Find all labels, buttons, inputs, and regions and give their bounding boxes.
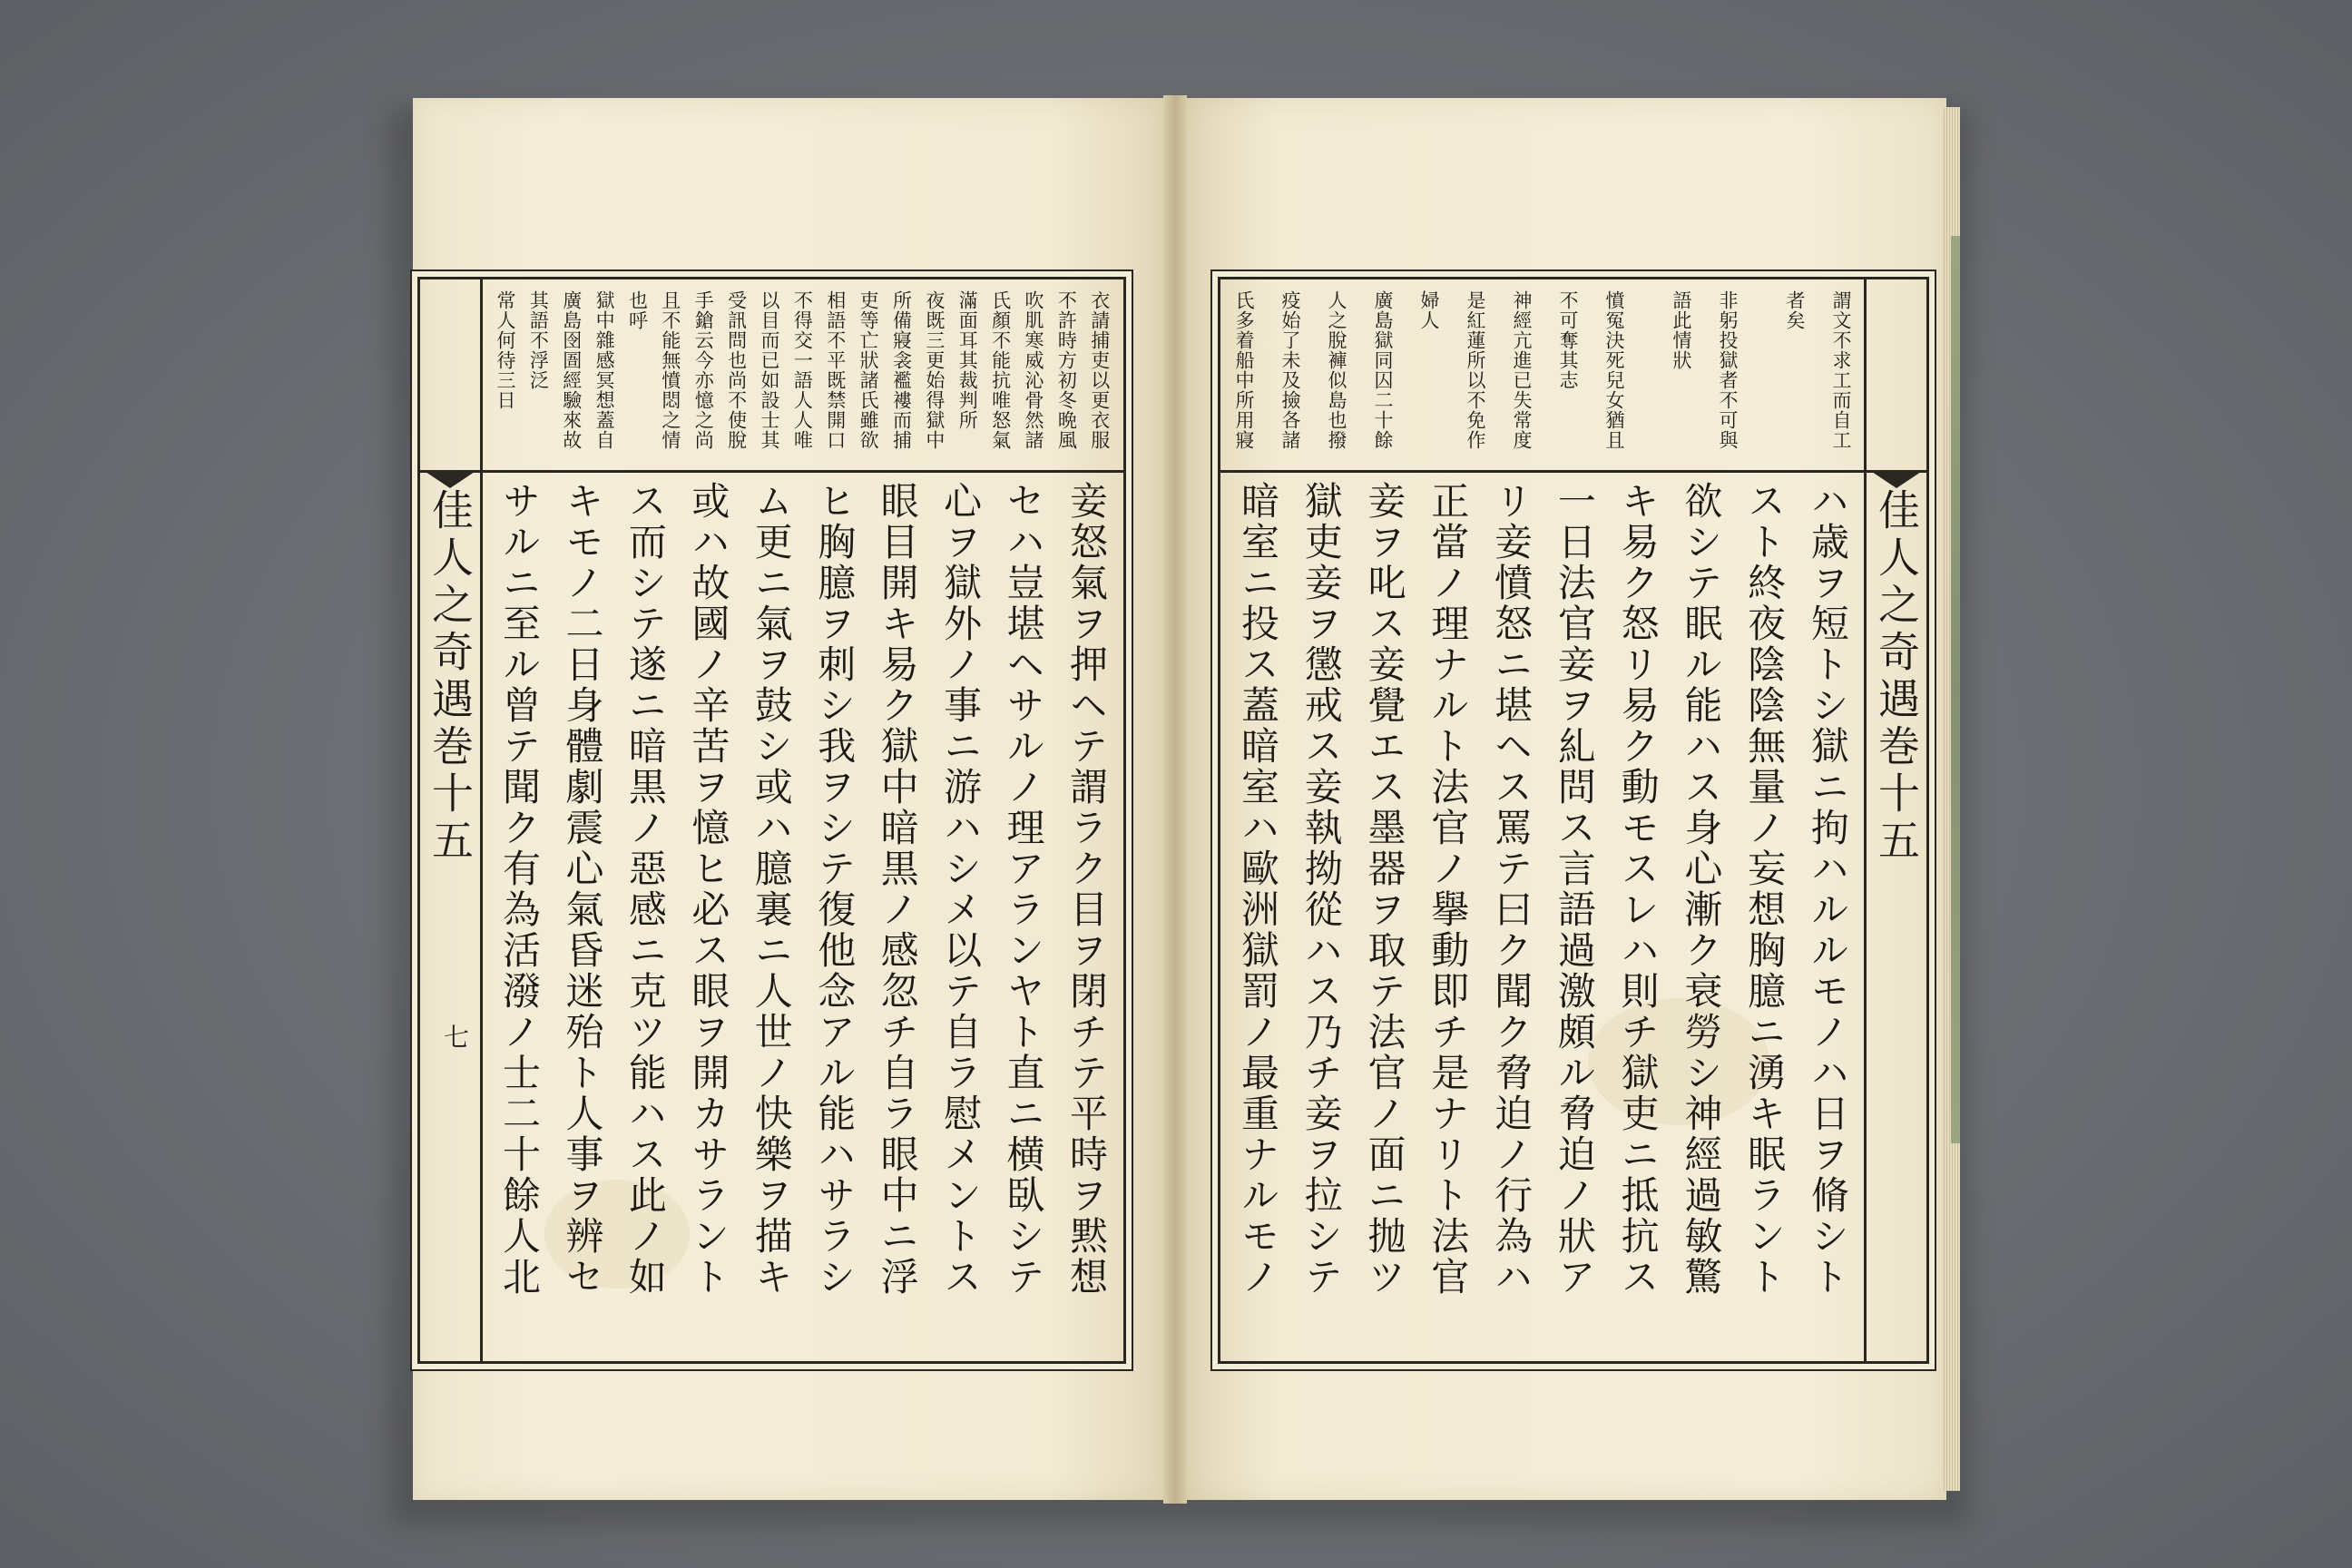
body-text-column: 獄吏妾ヲ懲戒ス妾執拗從ハス乃チ妾ヲ拉シテ (1298, 481, 1344, 1298)
head-note-column: 其語不浮泛 (527, 290, 550, 390)
left-head-notes (493, 290, 1112, 461)
head-note-column: 吏等亡狀諸氏雖欲 (858, 290, 880, 450)
head-note-column: 以目而已如設士其 (759, 290, 780, 450)
left-spine-title: 佳人之奇遇巻十五 (426, 488, 475, 866)
book-gutter (1163, 95, 1187, 1504)
left-body-text (493, 481, 1112, 1352)
body-text-column: スト終夜陰陰無量ノ妄想胸臆ニ湧キ眠ラント (1742, 481, 1788, 1298)
fish-tail-mark (1872, 472, 1921, 488)
body-text-column: 或ハ故國ノ辛苦ヲ憶ヒ必ス眼ヲ開カサラント (686, 481, 731, 1298)
body-text-column: ス而シテ遂ニ暗黒ノ惡感ニ克ツ能ハス此ノ如 (622, 481, 668, 1298)
body-text-column: キモノ二日身體劇震心氣昏迷殆ト人事ヲ辨セ (560, 481, 605, 1298)
head-note-column: 也呼 (626, 290, 649, 330)
body-text-column: 欲シテ眠ル能ハス身心漸ク衰勞シ神經過敏驚 (1679, 481, 1724, 1298)
head-note-column: 婦人 (1418, 290, 1440, 330)
head-note-column: 不可奪其志 (1557, 290, 1579, 390)
right-text-frame (1218, 277, 1929, 1364)
head-note-column: 相語不平既禁開口 (824, 290, 847, 450)
head-note-column: 謂文不求工而自工 (1830, 290, 1852, 450)
body-text-column: 一日法官妾ヲ糺問ス言語過激頗ル脅迫ノ狀ア (1552, 481, 1597, 1298)
fish-tail-mark (426, 472, 475, 488)
left-spine-margin (420, 279, 483, 1361)
head-note-column: 者矣 (1784, 290, 1806, 330)
body-text-column: 心ヲ獄外ノ事ニ游ハシメ以テ自ラ慰メントス (938, 481, 984, 1298)
head-note-column: 憤冤決死兒女猶且 (1603, 290, 1625, 450)
head-note-column: 廣島獄同囚二十餘 (1372, 290, 1394, 450)
head-note-column: 且不能無憤悶之情 (659, 290, 681, 450)
body-text-column: 眼目開キ易ク獄中暗黒ノ感忽チ自ラ眼中ニ浮 (875, 481, 920, 1298)
head-note-column: 常人何待三日 (495, 290, 516, 410)
right-spine-margin (1864, 279, 1926, 1361)
head-note-column: 滿面耳其裁判所 (956, 290, 979, 430)
head-note-column: 神經亢進已失常度 (1511, 290, 1533, 450)
head-note-column: 手鎗云今亦憶之尚 (692, 290, 715, 450)
body-text-column: 妾ヲ叱ス妾覺エス墨器ヲ取テ法官ノ面ニ抛ツ (1362, 481, 1407, 1298)
head-note-column: 氏顏不能抗唯怒氣 (989, 290, 1012, 450)
head-note-column: 衣請捕吏以更衣服 (1088, 290, 1111, 450)
head-note-column: 氏多着船中所用寢 (1233, 290, 1255, 450)
body-text-column: ヒ胸臆ヲ刺シ我ヲシテ復他念アル能ハサラシ (812, 481, 858, 1298)
body-text-column: 暗室ニ投ス蓋暗室ハ歐洲獄罰ノ最重ナルモノ (1236, 481, 1280, 1298)
body-text-column: キ易ク怒リ易ク動モスレハ則チ獄吏ニ抵抗ス (1615, 481, 1661, 1298)
left-text-frame (417, 277, 1126, 1364)
right-spine-title: 佳人之奇遇巻十五 (1872, 488, 1921, 866)
body-text-column: サルニ至ル曾テ聞ク有為活潑ノ士二十餘人北 (497, 481, 542, 1298)
head-note-column: 受訊問也尚不使脫 (725, 290, 748, 450)
body-text-column: セハ豈堪ヘサルノ理アランヤト直ニ横臥シテ (1001, 481, 1046, 1298)
head-note-column: 不得交一語人人唯 (791, 290, 814, 450)
head-note-column: 是紅蓮所以不免作 (1465, 290, 1486, 450)
head-note-column: 所備寢衾襤褸而捕 (890, 290, 913, 450)
head-note-column: 非躬投獄者不可與 (1717, 290, 1739, 450)
head-note-column: 人之脫褲似島也撥 (1326, 290, 1348, 450)
body-text-column: ハ歳ヲ短トシ獄ニ拘ハルルモノハ日ヲ脩シト (1805, 481, 1850, 1298)
head-note-column: 語此情狀 (1671, 290, 1692, 370)
right-head-notes-band (1220, 279, 1926, 473)
left-head-notes-band (420, 279, 1123, 473)
body-text-column: 妾怒氣ヲ押ヘテ謂ラク目ヲ閉チテ平時ヲ黙想 (1063, 481, 1109, 1298)
right-head-notes (1231, 290, 1854, 461)
body-text-column: ム更ニ氣ヲ鼓シ或ハ臆裏ニ人世ノ快樂ヲ描キ (749, 481, 794, 1298)
head-note-column: 獄中雜感冥想蓋自 (593, 290, 616, 450)
head-note-column: 疫始了未及撿各諸 (1279, 290, 1301, 450)
fore-edge-stain (1951, 236, 1960, 1143)
head-note-column: 不許時方初冬晩風 (1055, 290, 1078, 450)
left-page-number: 七 (440, 1024, 470, 1049)
right-body-text (1231, 481, 1854, 1352)
head-note-column: 夜既三更始得獄中 (923, 290, 946, 450)
head-note-column: 廣島囹圄經驗來故 (560, 290, 583, 450)
head-note-column: 吹肌寒威沁骨然諸 (1023, 290, 1044, 450)
body-text-column: リ妾憤怒ニ堪ヘス罵テ曰ク聞ク脅迫ノ行為ハ (1489, 481, 1534, 1298)
body-text-column: 正當ノ理ナルト法官ノ擧動即チ是ナリト法官 (1426, 481, 1471, 1298)
